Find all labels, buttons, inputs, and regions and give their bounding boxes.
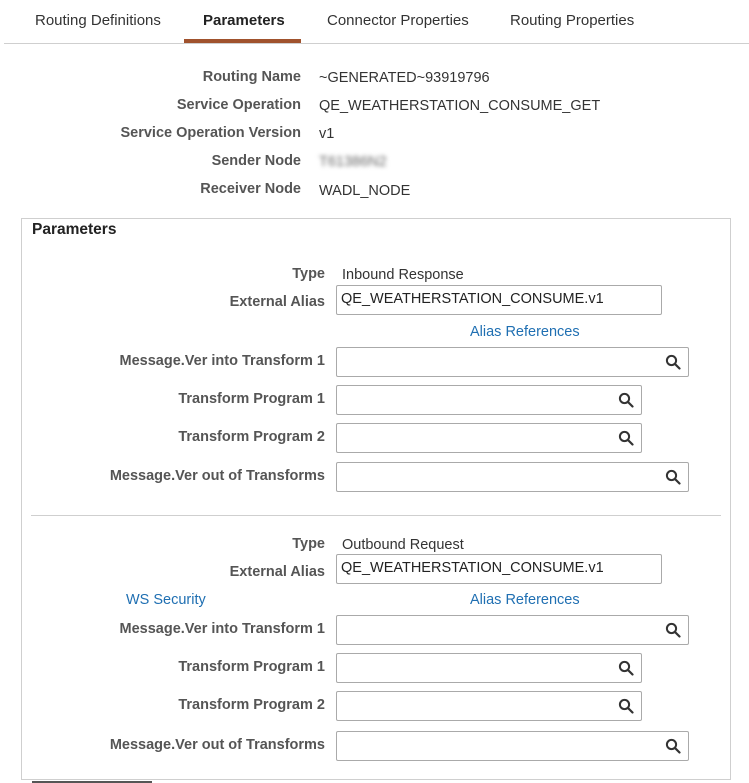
inbound-msg-out-label: Message.Ver out of Transforms [109, 468, 325, 484]
outbound-transform2-input[interactable] [336, 691, 642, 721]
inbound-msg-out-input[interactable] [336, 462, 689, 492]
tab-parameters[interactable]: Parameters [203, 12, 285, 29]
routing-name-label: Routing Name [202, 69, 301, 85]
tab-routing-properties[interactable]: Routing Properties [510, 12, 635, 29]
search-icon[interactable] [665, 354, 681, 370]
receiver-node-value: WADL_NODE [319, 183, 411, 199]
parameters-title: Parameters [32, 221, 117, 238]
inbound-transform1-label: Transform Program 1 [178, 391, 325, 407]
outbound-type-value: Outbound Request [342, 537, 464, 553]
inbound-external-alias-label: External Alias [229, 294, 325, 310]
inbound-type-label: Type [292, 266, 325, 282]
outbound-msg-out-input[interactable] [336, 731, 689, 761]
search-icon[interactable] [618, 430, 634, 446]
tab-bar-divider [4, 43, 749, 44]
sender-node-value: T61386N2 [319, 154, 387, 170]
outbound-external-alias-input[interactable] [336, 554, 662, 584]
sender-node-label: Sender Node [211, 153, 301, 169]
service-operation-version-label: Service Operation Version [120, 125, 301, 141]
outbound-alias-references-link[interactable]: Alias References [470, 592, 580, 608]
inbound-transform2-label: Transform Program 2 [178, 429, 325, 445]
search-icon[interactable] [618, 660, 634, 676]
inbound-alias-references-link[interactable]: Alias References [470, 324, 580, 340]
outbound-transform1-input[interactable] [336, 653, 642, 683]
outbound-msg-into-label: Message.Ver into Transform 1 [119, 621, 325, 637]
service-operation-label: Service Operation [176, 97, 301, 113]
inbound-external-alias-text: QE_WEATHERSTATION_CONSUME.v1 [341, 291, 604, 307]
section-divider [31, 515, 721, 516]
service-operation-version-value: v1 [319, 126, 335, 142]
service-operation-value: QE_WEATHERSTATION_CONSUME_GET [319, 98, 601, 114]
ws-security-link[interactable]: WS Security [126, 592, 206, 608]
search-icon[interactable] [618, 392, 634, 408]
outbound-type-label: Type [292, 536, 325, 552]
outbound-msg-into-input[interactable] [336, 615, 689, 645]
search-icon[interactable] [665, 622, 681, 638]
inbound-type-value: Inbound Response [342, 267, 464, 283]
search-icon[interactable] [665, 469, 681, 485]
routing-name-value: ~GENERATED~93919796 [319, 70, 490, 86]
outbound-external-alias-text: QE_WEATHERSTATION_CONSUME.v1 [341, 560, 604, 576]
tab-connector-properties[interactable]: Connector Properties [327, 12, 469, 29]
outbound-transform1-label: Transform Program 1 [178, 659, 325, 675]
inbound-transform1-input[interactable] [336, 385, 642, 415]
search-icon[interactable] [618, 698, 634, 714]
inbound-external-alias-input[interactable] [336, 285, 662, 315]
outbound-external-alias-label: External Alias [229, 564, 325, 580]
tab-routing-definitions[interactable]: Routing Definitions [35, 12, 161, 29]
outbound-msg-out-label: Message.Ver out of Transforms [109, 737, 325, 753]
inbound-msg-into-label: Message.Ver into Transform 1 [119, 353, 325, 369]
outbound-transform2-label: Transform Program 2 [178, 697, 325, 713]
receiver-node-label: Receiver Node [200, 181, 301, 197]
inbound-transform2-input[interactable] [336, 423, 642, 453]
tab-bar [0, 0, 749, 44]
search-icon[interactable] [665, 738, 681, 754]
inbound-msg-into-input[interactable] [336, 347, 689, 377]
